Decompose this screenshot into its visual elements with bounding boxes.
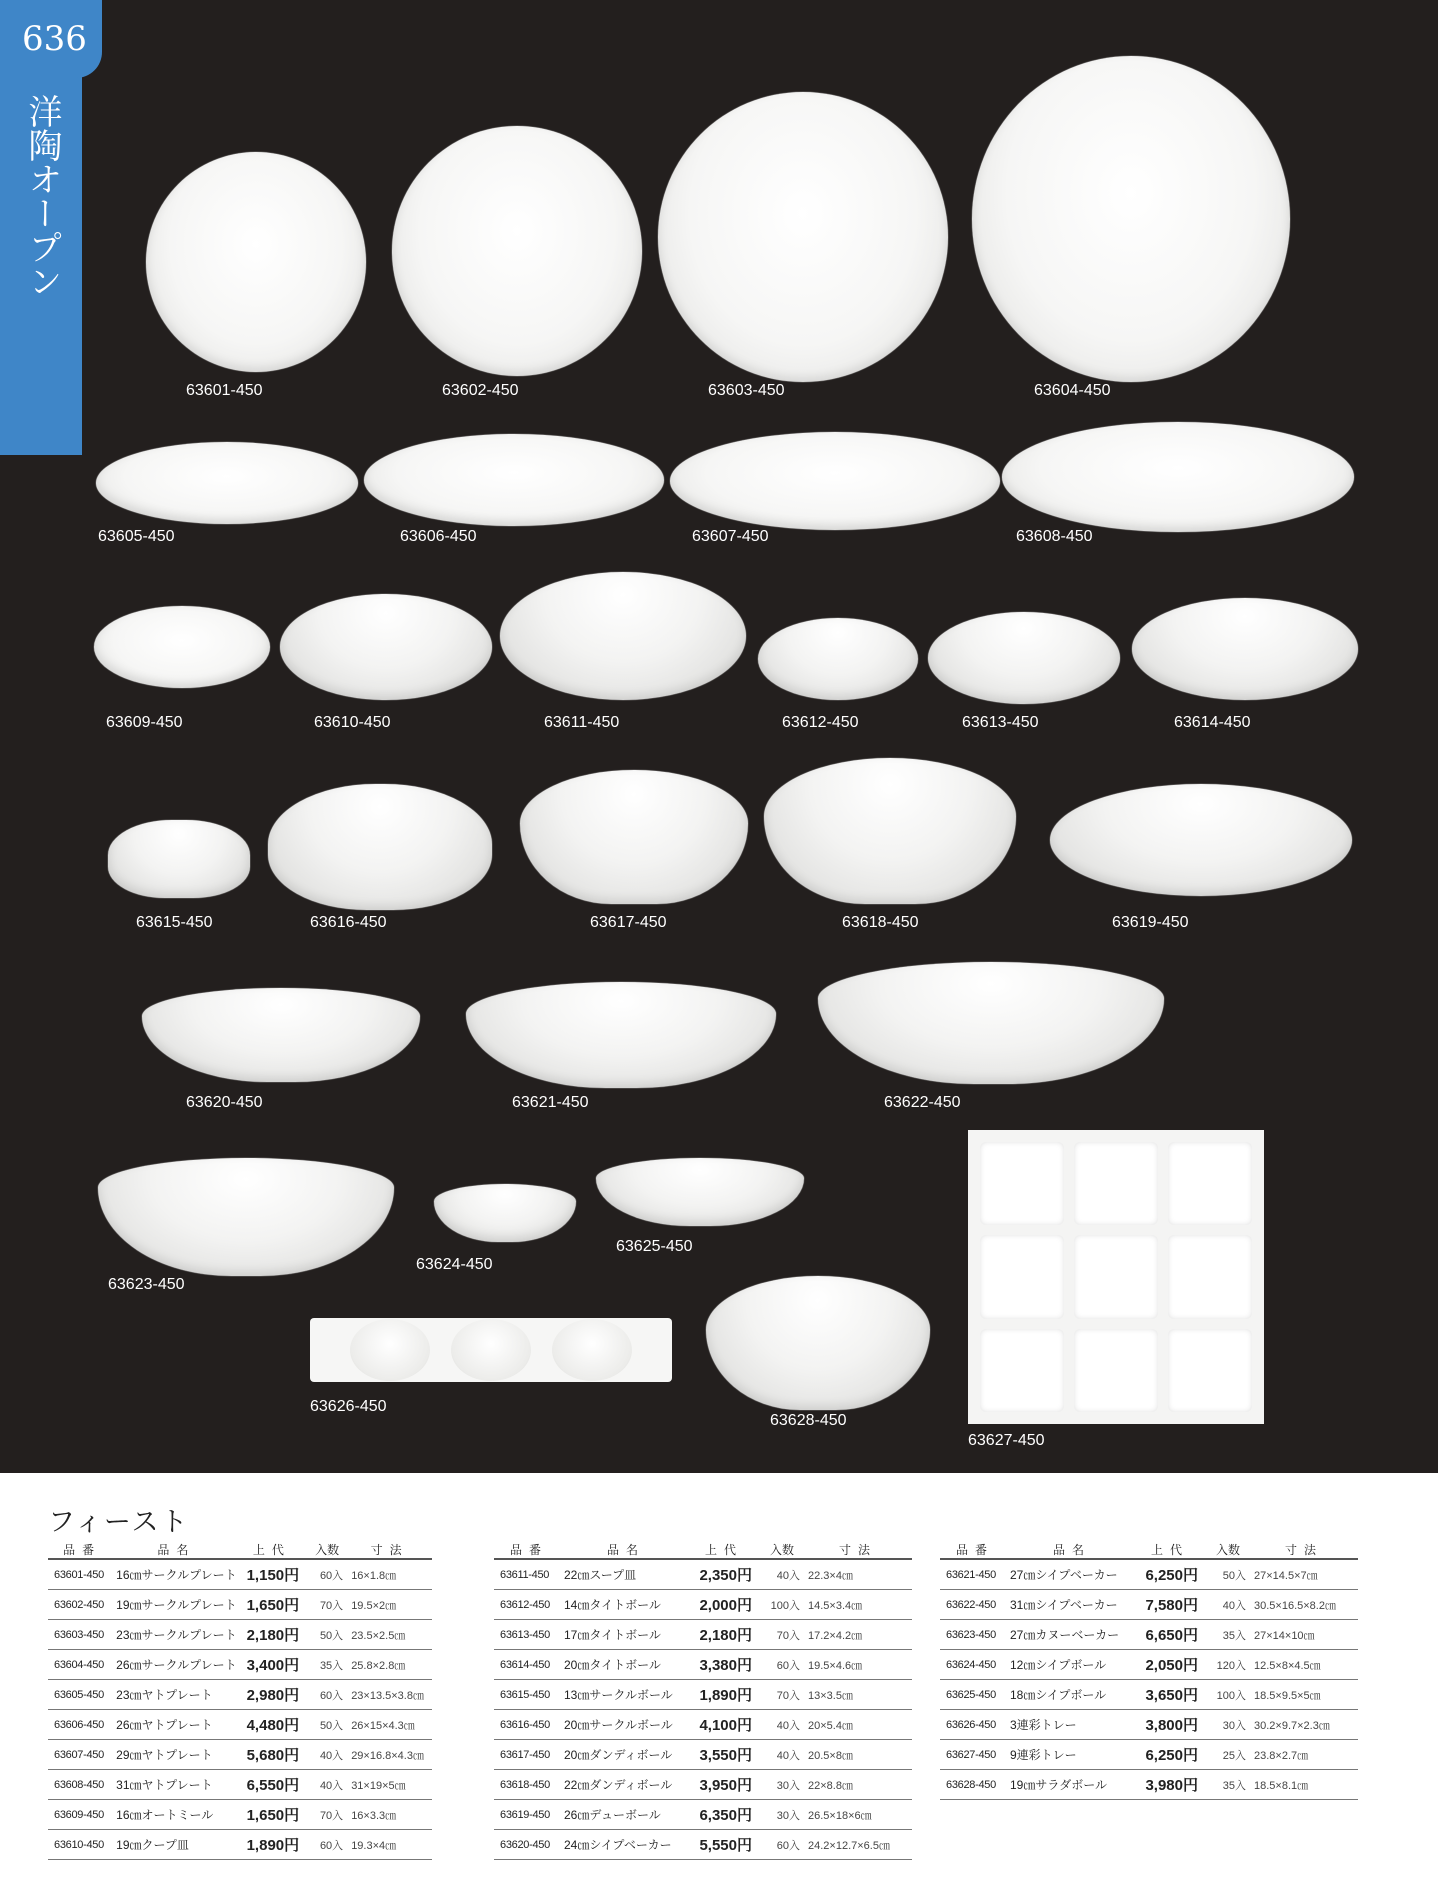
item-code: 63607-450 — [48, 1740, 116, 1770]
item-qty: 40入 — [1206, 1590, 1250, 1620]
table-row — [48, 1830, 432, 1860]
table-row — [48, 1559, 432, 1590]
photo-code: 63617-450 — [590, 914, 667, 931]
table-header — [940, 1540, 1358, 1559]
dish-63616 — [268, 784, 492, 910]
item-price: 6,250円 — [1134, 1559, 1206, 1590]
item-qty: 60入 — [307, 1830, 347, 1860]
item-name: 31㎝シイプベーカー — [1010, 1590, 1134, 1620]
item-qty: 70入 — [307, 1590, 347, 1620]
col-code: 品番 — [494, 1540, 564, 1559]
item-qty: 60入 — [760, 1830, 804, 1860]
col-price: 上代 — [688, 1540, 760, 1559]
series-title: フィースト — [48, 1507, 190, 1538]
item-price: 4,480円 — [237, 1710, 307, 1740]
item-code: 63602-450 — [48, 1590, 116, 1620]
item-code: 63622-450 — [940, 1590, 1010, 1620]
dish-63618 — [764, 758, 1016, 904]
photo-code: 63625-450 — [616, 1238, 693, 1255]
dish-63609 — [94, 606, 270, 688]
item-price: 2,180円 — [237, 1620, 307, 1650]
item-qty: 40入 — [760, 1740, 804, 1770]
item-price: 3,650円 — [1134, 1680, 1206, 1710]
item-code: 63628-450 — [940, 1770, 1010, 1800]
item-size: 19.3×4㎝ — [347, 1830, 432, 1860]
item-code: 63610-450 — [48, 1830, 116, 1860]
dish-63623 — [98, 1158, 394, 1276]
item-name: 27㎝シイプベーカー — [1010, 1559, 1134, 1590]
item-price: 1,890円 — [237, 1830, 307, 1860]
item-name: 29㎝ヤトプレート — [116, 1740, 237, 1770]
item-size: 30.5×16.5×8.2㎝ — [1250, 1590, 1358, 1620]
item-price: 2,180円 — [688, 1620, 760, 1650]
photo-code: 63605-450 — [98, 528, 175, 545]
item-name: 16㎝サークルプレート — [116, 1559, 237, 1590]
item-size: 26×15×4.3㎝ — [347, 1710, 432, 1740]
photo-code: 63621-450 — [512, 1094, 589, 1111]
item-code: 63625-450 — [940, 1680, 1010, 1710]
item-size: 16×3.3㎝ — [347, 1800, 432, 1830]
dish-63620 — [142, 988, 420, 1082]
item-name: 9連彩トレー — [1010, 1740, 1134, 1770]
table-row — [494, 1559, 912, 1590]
table-row — [494, 1650, 912, 1680]
col-size: 寸法 — [347, 1540, 432, 1559]
item-code: 63604-450 — [48, 1650, 116, 1680]
item-name: 12㎝シイプボール — [1010, 1650, 1134, 1680]
photo-code: 63614-450 — [1174, 714, 1251, 731]
table-row — [494, 1590, 912, 1620]
col-price: 上代 — [237, 1540, 307, 1559]
table-row — [48, 1800, 432, 1830]
photo-code: 63615-450 — [136, 914, 213, 931]
table-row — [48, 1620, 432, 1650]
tray-cell — [1168, 1142, 1252, 1225]
item-qty: 100入 — [760, 1590, 804, 1620]
item-size: 22×8.8㎝ — [804, 1770, 912, 1800]
col-size: 寸法 — [804, 1540, 912, 1559]
item-qty: 25入 — [1206, 1740, 1250, 1770]
page-number: 636 — [0, 0, 102, 78]
photo-code: 63624-450 — [416, 1256, 493, 1273]
item-name: 26㎝サークルプレート — [116, 1650, 237, 1680]
photo-code: 63627-450 — [968, 1432, 1045, 1449]
item-name: 23㎝ヤトプレート — [116, 1680, 237, 1710]
dish-63628 — [706, 1276, 930, 1410]
tray-well — [350, 1319, 430, 1381]
dish-63614 — [1132, 598, 1358, 700]
table-row — [494, 1830, 912, 1860]
dish-63613 — [928, 612, 1120, 704]
item-price: 3,550円 — [688, 1740, 760, 1770]
item-size: 30.2×9.7×2.3㎝ — [1250, 1710, 1358, 1740]
dish-63622 — [818, 962, 1164, 1084]
table-row — [494, 1680, 912, 1710]
photo-code: 63620-450 — [186, 1094, 263, 1111]
item-size: 25.8×2.8㎝ — [347, 1650, 432, 1680]
price-table-2 — [494, 1540, 912, 1860]
item-size: 23.5×2.5㎝ — [347, 1620, 432, 1650]
price-table-3 — [940, 1540, 1358, 1800]
photo-code: 63622-450 — [884, 1094, 961, 1111]
item-price: 3,980円 — [1134, 1770, 1206, 1800]
item-size: 19.5×4.6㎝ — [804, 1650, 912, 1680]
table-row — [48, 1590, 432, 1620]
table-row — [940, 1710, 1358, 1740]
item-size: 23×13.5×3.8㎝ — [347, 1680, 432, 1710]
item-qty: 30入 — [1206, 1710, 1250, 1740]
item-name: 22㎝ダンディボール — [564, 1770, 688, 1800]
photo-code: 63603-450 — [708, 382, 785, 399]
item-qty: 35入 — [1206, 1620, 1250, 1650]
table-header — [494, 1540, 912, 1559]
item-qty: 50入 — [307, 1710, 347, 1740]
item-qty: 50入 — [307, 1620, 347, 1650]
item-name: 24㎝シイプベーカー — [564, 1830, 688, 1860]
col-name: 品名 — [564, 1540, 688, 1559]
category-tab — [0, 70, 82, 455]
item-qty: 100入 — [1206, 1680, 1250, 1710]
item-size: 27×14×10㎝ — [1250, 1620, 1358, 1650]
item-size: 26.5×18×6㎝ — [804, 1800, 912, 1830]
item-code: 63614-450 — [494, 1650, 564, 1680]
dish-63603 — [658, 92, 948, 382]
item-price: 3,380円 — [688, 1650, 760, 1680]
item-size: 19.5×2㎝ — [347, 1590, 432, 1620]
item-price: 3,800円 — [1134, 1710, 1206, 1740]
item-price: 7,580円 — [1134, 1590, 1206, 1620]
table-row — [940, 1620, 1358, 1650]
table-row — [940, 1559, 1358, 1590]
item-price: 3,400円 — [237, 1650, 307, 1680]
price-table-1 — [48, 1540, 432, 1860]
item-code: 63611-450 — [494, 1559, 564, 1590]
col-qty: 入数 — [307, 1540, 347, 1559]
dish-63610 — [280, 594, 492, 700]
item-qty: 120入 — [1206, 1650, 1250, 1680]
photo-code: 63610-450 — [314, 714, 391, 731]
item-price: 2,000円 — [688, 1590, 760, 1620]
tray-cell — [1074, 1235, 1158, 1318]
tray-cell — [1074, 1329, 1158, 1412]
photo-code: 63601-450 — [186, 382, 263, 399]
tray-cell — [1074, 1142, 1158, 1225]
dish-63619 — [1050, 784, 1352, 896]
table-row — [940, 1680, 1358, 1710]
col-code: 品番 — [940, 1540, 1010, 1559]
tray-cell — [980, 1142, 1064, 1225]
item-qty: 60入 — [307, 1559, 347, 1590]
item-name: 3連彩トレー — [1010, 1710, 1134, 1740]
item-name: 27㎝カヌーベーカー — [1010, 1620, 1134, 1650]
dish-63615 — [108, 820, 250, 898]
item-price: 1,650円 — [237, 1800, 307, 1830]
item-code: 63609-450 — [48, 1800, 116, 1830]
dish-63604 — [972, 56, 1290, 382]
item-name: 31㎝ヤトプレート — [116, 1770, 237, 1800]
dish-63612 — [758, 618, 918, 700]
dish-63606 — [364, 434, 664, 526]
table-row — [494, 1800, 912, 1830]
col-qty: 入数 — [1206, 1540, 1250, 1559]
item-name: 19㎝サラダボール — [1010, 1770, 1134, 1800]
table-header — [48, 1540, 432, 1559]
photo-code: 63616-450 — [310, 914, 387, 931]
dish-63627 — [968, 1130, 1264, 1424]
dish-63608 — [1002, 422, 1354, 532]
item-qty: 30入 — [760, 1770, 804, 1800]
item-size: 20.5×8㎝ — [804, 1740, 912, 1770]
item-code: 63608-450 — [48, 1770, 116, 1800]
table-row — [48, 1650, 432, 1680]
item-price: 3,950円 — [688, 1770, 760, 1800]
item-size: 17.2×4.2㎝ — [804, 1620, 912, 1650]
item-name: 26㎝ヤトプレート — [116, 1710, 237, 1740]
photo-code: 63619-450 — [1112, 914, 1189, 931]
dish-63624 — [434, 1184, 576, 1242]
photo-code: 63608-450 — [1016, 528, 1093, 545]
dish-63621 — [466, 982, 776, 1088]
dish-63602 — [392, 126, 642, 376]
item-code: 63603-450 — [48, 1620, 116, 1650]
table-row — [494, 1710, 912, 1740]
dish-63601 — [146, 152, 366, 372]
item-qty: 40入 — [760, 1710, 804, 1740]
item-code: 63606-450 — [48, 1710, 116, 1740]
item-name: 20㎝ダンディボール — [564, 1740, 688, 1770]
table-row — [940, 1650, 1358, 1680]
item-size: 18.5×9.5×5㎝ — [1250, 1680, 1358, 1710]
item-code: 63620-450 — [494, 1830, 564, 1860]
col-qty: 入数 — [760, 1540, 804, 1559]
photo-code: 63618-450 — [842, 914, 919, 931]
table-row — [940, 1740, 1358, 1770]
tray-cell — [1168, 1235, 1252, 1318]
table-row — [48, 1680, 432, 1710]
item-price: 1,150円 — [237, 1559, 307, 1590]
item-price: 6,250円 — [1134, 1740, 1206, 1770]
photo-code: 63612-450 — [782, 714, 859, 731]
item-name: 16㎝オートミール — [116, 1800, 237, 1830]
item-name: 20㎝サークルボール — [564, 1710, 688, 1740]
item-name: 17㎝タイトボール — [564, 1620, 688, 1650]
table-row — [494, 1770, 912, 1800]
item-size: 24.2×12.7×6.5㎝ — [804, 1830, 912, 1860]
col-name: 品名 — [1010, 1540, 1134, 1559]
col-name: 品名 — [116, 1540, 237, 1559]
item-name: 23㎝サークルプレート — [116, 1620, 237, 1650]
table-row — [940, 1770, 1358, 1800]
item-price: 1,650円 — [237, 1590, 307, 1620]
item-qty: 35入 — [1206, 1770, 1250, 1800]
photo-code: 63602-450 — [442, 382, 519, 399]
table-row — [48, 1740, 432, 1770]
dish-63625 — [596, 1158, 804, 1226]
photo-code: 63623-450 — [108, 1276, 185, 1293]
item-price: 1,890円 — [688, 1680, 760, 1710]
item-size: 22.3×4㎝ — [804, 1559, 912, 1590]
item-qty: 30入 — [760, 1800, 804, 1830]
photo-code: 63609-450 — [106, 714, 183, 731]
item-size: 14.5×3.4㎝ — [804, 1590, 912, 1620]
item-qty: 40入 — [307, 1770, 347, 1800]
photo-code: 63606-450 — [400, 528, 477, 545]
item-code: 63601-450 — [48, 1559, 116, 1590]
item-price: 6,650円 — [1134, 1620, 1206, 1650]
item-size: 23.8×2.7㎝ — [1250, 1740, 1358, 1770]
item-name: 22㎝スープ皿 — [564, 1559, 688, 1590]
item-name: 18㎝シイプボール — [1010, 1680, 1134, 1710]
item-price: 4,100円 — [688, 1710, 760, 1740]
item-qty: 35入 — [307, 1650, 347, 1680]
item-name: 13㎝サークルボール — [564, 1680, 688, 1710]
item-code: 63613-450 — [494, 1620, 564, 1650]
item-name: 26㎝デューボール — [564, 1800, 688, 1830]
photo-code: 63611-450 — [544, 714, 620, 731]
tray-well — [552, 1319, 632, 1381]
photo-code: 63604-450 — [1034, 382, 1111, 399]
item-size: 18.5×8.1㎝ — [1250, 1770, 1358, 1800]
item-qty: 70入 — [760, 1620, 804, 1650]
item-name: 20㎝タイトボール — [564, 1650, 688, 1680]
item-qty: 50入 — [1206, 1559, 1250, 1590]
table-row — [48, 1710, 432, 1740]
item-code: 63605-450 — [48, 1680, 116, 1710]
item-price: 2,350円 — [688, 1559, 760, 1590]
tray-cell — [980, 1329, 1064, 1412]
dish-63626 — [310, 1318, 672, 1382]
item-name: 14㎝タイトボール — [564, 1590, 688, 1620]
item-code: 63616-450 — [494, 1710, 564, 1740]
item-code: 63627-450 — [940, 1740, 1010, 1770]
item-price: 2,980円 — [237, 1680, 307, 1710]
item-price: 2,050円 — [1134, 1650, 1206, 1680]
item-price: 5,680円 — [237, 1740, 307, 1770]
tray-cell — [980, 1235, 1064, 1318]
item-code: 63623-450 — [940, 1620, 1010, 1650]
col-code: 品番 — [48, 1540, 116, 1559]
item-price: 6,350円 — [688, 1800, 760, 1830]
item-size: 20×5.4㎝ — [804, 1710, 912, 1740]
item-code: 63612-450 — [494, 1590, 564, 1620]
item-size: 16×1.8㎝ — [347, 1559, 432, 1590]
item-price: 6,550円 — [237, 1770, 307, 1800]
photo-code: 63613-450 — [962, 714, 1039, 731]
table-row — [48, 1770, 432, 1800]
item-code: 63617-450 — [494, 1740, 564, 1770]
item-price: 5,550円 — [688, 1830, 760, 1860]
table-row — [940, 1590, 1358, 1620]
dish-63605 — [96, 442, 358, 524]
table-row — [494, 1620, 912, 1650]
table-row — [494, 1740, 912, 1770]
dish-63611 — [500, 572, 746, 700]
item-name: 19㎝クープ皿 — [116, 1830, 237, 1860]
dish-63617 — [520, 770, 748, 904]
dish-63607 — [670, 432, 1000, 530]
tray-well — [451, 1319, 531, 1381]
item-size: 13×3.5㎝ — [804, 1680, 912, 1710]
item-code: 63626-450 — [940, 1710, 1010, 1740]
item-code: 63624-450 — [940, 1650, 1010, 1680]
item-qty: 70入 — [307, 1800, 347, 1830]
item-code: 63619-450 — [494, 1800, 564, 1830]
item-qty: 60入 — [760, 1650, 804, 1680]
item-code: 63615-450 — [494, 1680, 564, 1710]
item-code: 63621-450 — [940, 1559, 1010, 1590]
item-code: 63618-450 — [494, 1770, 564, 1800]
photo-code: 63607-450 — [692, 528, 769, 545]
col-size: 寸法 — [1250, 1540, 1358, 1559]
item-size: 31×19×5㎝ — [347, 1770, 432, 1800]
item-qty: 40入 — [307, 1740, 347, 1770]
item-name: 19㎝サークルプレート — [116, 1590, 237, 1620]
item-size: 29×16.8×4.3㎝ — [347, 1740, 432, 1770]
tray-cell — [1168, 1329, 1252, 1412]
category-label: 洋陶オープン — [22, 94, 62, 298]
col-price: 上代 — [1134, 1540, 1206, 1559]
item-size: 12.5×8×4.5㎝ — [1250, 1650, 1358, 1680]
item-qty: 60入 — [307, 1680, 347, 1710]
item-size: 27×14.5×7㎝ — [1250, 1559, 1358, 1590]
photo-code: 63628-450 — [770, 1412, 847, 1429]
item-qty: 40入 — [760, 1559, 804, 1590]
photo-code: 63626-450 — [310, 1398, 387, 1415]
item-qty: 70入 — [760, 1680, 804, 1710]
